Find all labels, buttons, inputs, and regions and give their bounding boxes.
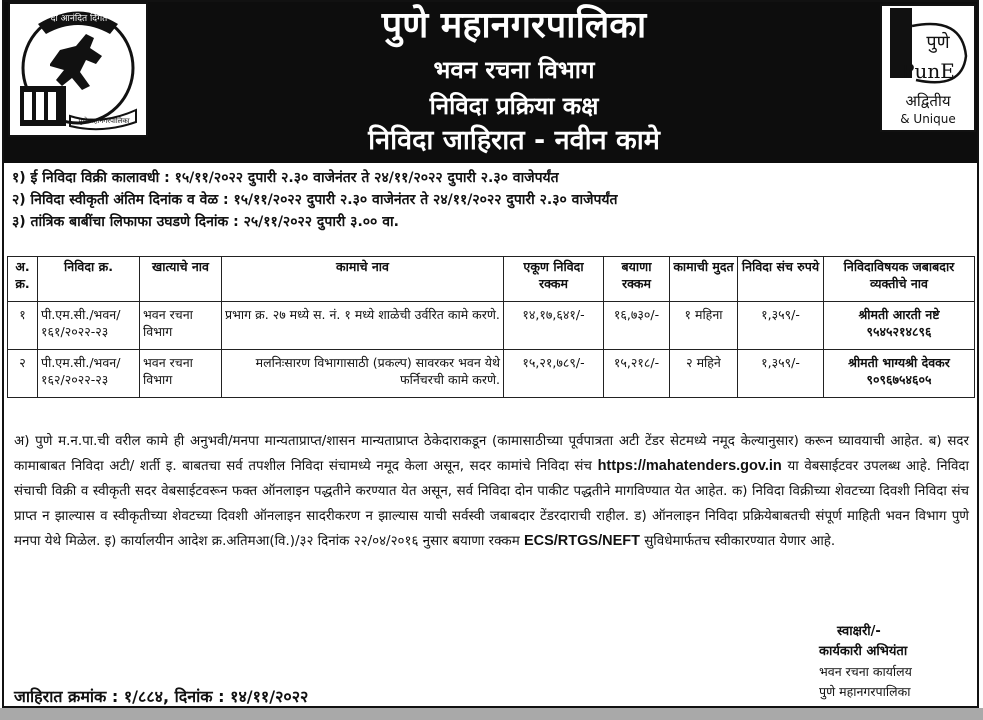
signature-org: पुणे महानगरपालिका [819,684,911,699]
signature-office: भवन रचना कार्यालय [819,664,912,679]
row-department: भवन रचना विभाग [140,302,222,350]
brand-marathi-text: पुणे [926,32,950,53]
officer-phone: ९५४५२१४८९६ [866,324,932,339]
mahatenders-link[interactable]: https://mahatenders.gov.in [597,458,782,474]
row-tender-no: पी.एम.सी./भवन/ १६२/२०२२-२३ [38,350,140,398]
seal-motto-text: दा आनंदित दिगंत [50,14,108,24]
terms-part-3: सुविधेमार्फतच स्वीकारण्यात येणार आहे. [639,534,836,549]
row-department: भवन रचना विभाग [140,350,222,398]
col-total-amount: एकूण निविदा रक्कम [504,257,604,302]
col-deposit: बयाणा रक्कम [604,257,670,302]
row-fee: १,३५९/- [738,350,824,398]
row-work-name: प्रभाग क्र. २७ मध्ये स. नं. १ मध्ये शाळेची उर्वरित कामे करणे. [222,302,504,350]
header-banner [4,2,977,163]
table-header-row [8,257,975,302]
advertisement-number: जाहिरात क्रमांक : १/८८४, दिनांक : १४/११/२०२२ [14,687,309,706]
officer-phone: ९०९६७५४६०५ [866,372,932,387]
col-department: खात्याचे नाव [140,257,222,302]
terms-part-1: अ) पुणे म.न.पा.ची वरील कामे ही अनुभवी/मनपा मान्यताप्राप्त/शासन मान्यताप्राप्त ठेकेदाराकडून (कामासाठीच्या पूर्वपात्रता अटी टेंडर सेटमध्ये नमूद केल्यानुसार) करून घ्यावयाची आहेत. ब) सदर कामाबाबत निविदा अटी/ शर्ती इ. बाबतचा सर्व तपशील निविदा संचामध्ये नमूद केला असून, सदर कामांचे निविदा संच [14,434,969,474]
row-officer [824,302,975,350]
bottom-band [0,708,983,720]
col-sr: अ. क्र. [8,257,38,302]
acceptance-deadline-line: २) निविदा स्वीकृती अंतिम दिनांक व वेळ : १५/११/२०२२ दुपारी २.३० वाजेनंतर ते २४/११/२०२२ दुपारी २.३० वाजेपर्यंत [12,192,618,208]
tagline-english-text: & Unique [900,112,956,126]
row-deposit: १६,७३०/- [604,302,670,350]
signature-designation: कार्यकारी अभियंता [819,644,908,659]
sale-period-line: १) ई निविदा विक्री कालावधी : १५/११/२०२२ दुपारी २.३० वाजेनंतर ते २४/११/२०२२ दुपारी २.३० वाजेपर्यंत [12,170,559,186]
row-total-amount: १४,१७,६४१/- [504,302,604,350]
row-tender-no: पी.एम.सी./भवन/ १६१/२०२२-२३ [38,302,140,350]
envelope-opening-line: ३) तांत्रिक बाबींचा लिफाफा उघडणे दिनांक : २५/११/२०२२ दुपारी ३.०० वा. [12,214,399,230]
officer-name: श्रीमती आरती नष्टे [858,307,940,322]
cell-title: निविदा प्रक्रिया कक्ष [429,92,599,120]
department-title: भवन रचना विभाग [433,56,595,84]
tagline-marathi-text: अद्वितीय [905,92,951,110]
signature-sign: स्वाक्षरी/- [837,624,881,639]
row-sr: २ [8,350,38,398]
col-officer: निविदाविषयक जबाबदार व्यक्तीचे नाव [824,257,975,302]
terms-part-2: या वेबसाईटवर उपलब्ध आहे. निविदा संचाची विक्री व स्वीकृती सदर वेबसाईटवरून फक्त ऑनलाइन पद्धतीने करण्यात येत असून, सर्व निविदा दोन पाकीट पद्धतीने मागविण्यात येत आहेत. क) निविदा विक्रीच्या शेवटच्या दिवशी निविदा संच प्राप्त न झाल्यास व स्वीकृतीच्या शेवटच्या दिवशी ऑनलाइन सादरीकरण न झाल्यास याची सर्वस्वी जबाबदार टेंडरदाराची राहील. ड) ऑनलाइन निविदा प्रक्रियेबाबतची संपूर्ण माहिती भवन विभाग पुणे मनपा येथे मिळेल. इ) कार्यालयीन आदेश क्र.अतिमआ(वि.)/३२ दिनांक २२/०४/२०१६ नुसार बयाणा रक्कम [14,459,969,549]
row-total-amount: १५,२१,७८९/- [504,350,604,398]
brand-english-text: PunE [901,59,955,83]
pune-brand-logo [880,4,976,132]
tender-dates [12,168,972,234]
pmc-seal-logo [8,2,148,137]
terms-paragraph [14,429,969,554]
advertisement-title: निविदा जाहिरात - नवीन कामे [368,125,660,156]
payment-methods: ECS/RTGS/NEFT [523,533,640,549]
row-duration: २ महिने [670,350,738,398]
seal-name-text: पुणे महानगरपालिका [78,117,130,125]
org-title: पुणे महानगरपालिका [381,5,647,46]
col-duration: कामाची मुदत [670,257,738,302]
table-row [8,302,975,350]
table-row [8,350,975,398]
col-fee: निविदा संच रुपये [738,257,824,302]
row-fee: १,३५९/- [738,302,824,350]
signature-block [819,622,969,702]
row-work-name: मलनिःसारण विभागासाठी (प्रकल्प) सावरकर भवन येथे फर्निचरची कामे करणे. [222,350,504,398]
officer-name: श्रीमती भाग्यश्री देवकर [848,355,950,370]
tender-table [7,256,975,398]
row-deposit: १५,२१८/- [604,350,670,398]
advertisement-page [2,0,979,708]
row-duration: १ महिना [670,302,738,350]
col-tender-no: निविदा क्र. [38,257,140,302]
row-sr: १ [8,302,38,350]
col-work-name: कामाचे नाव [222,257,504,302]
row-officer [824,350,975,398]
